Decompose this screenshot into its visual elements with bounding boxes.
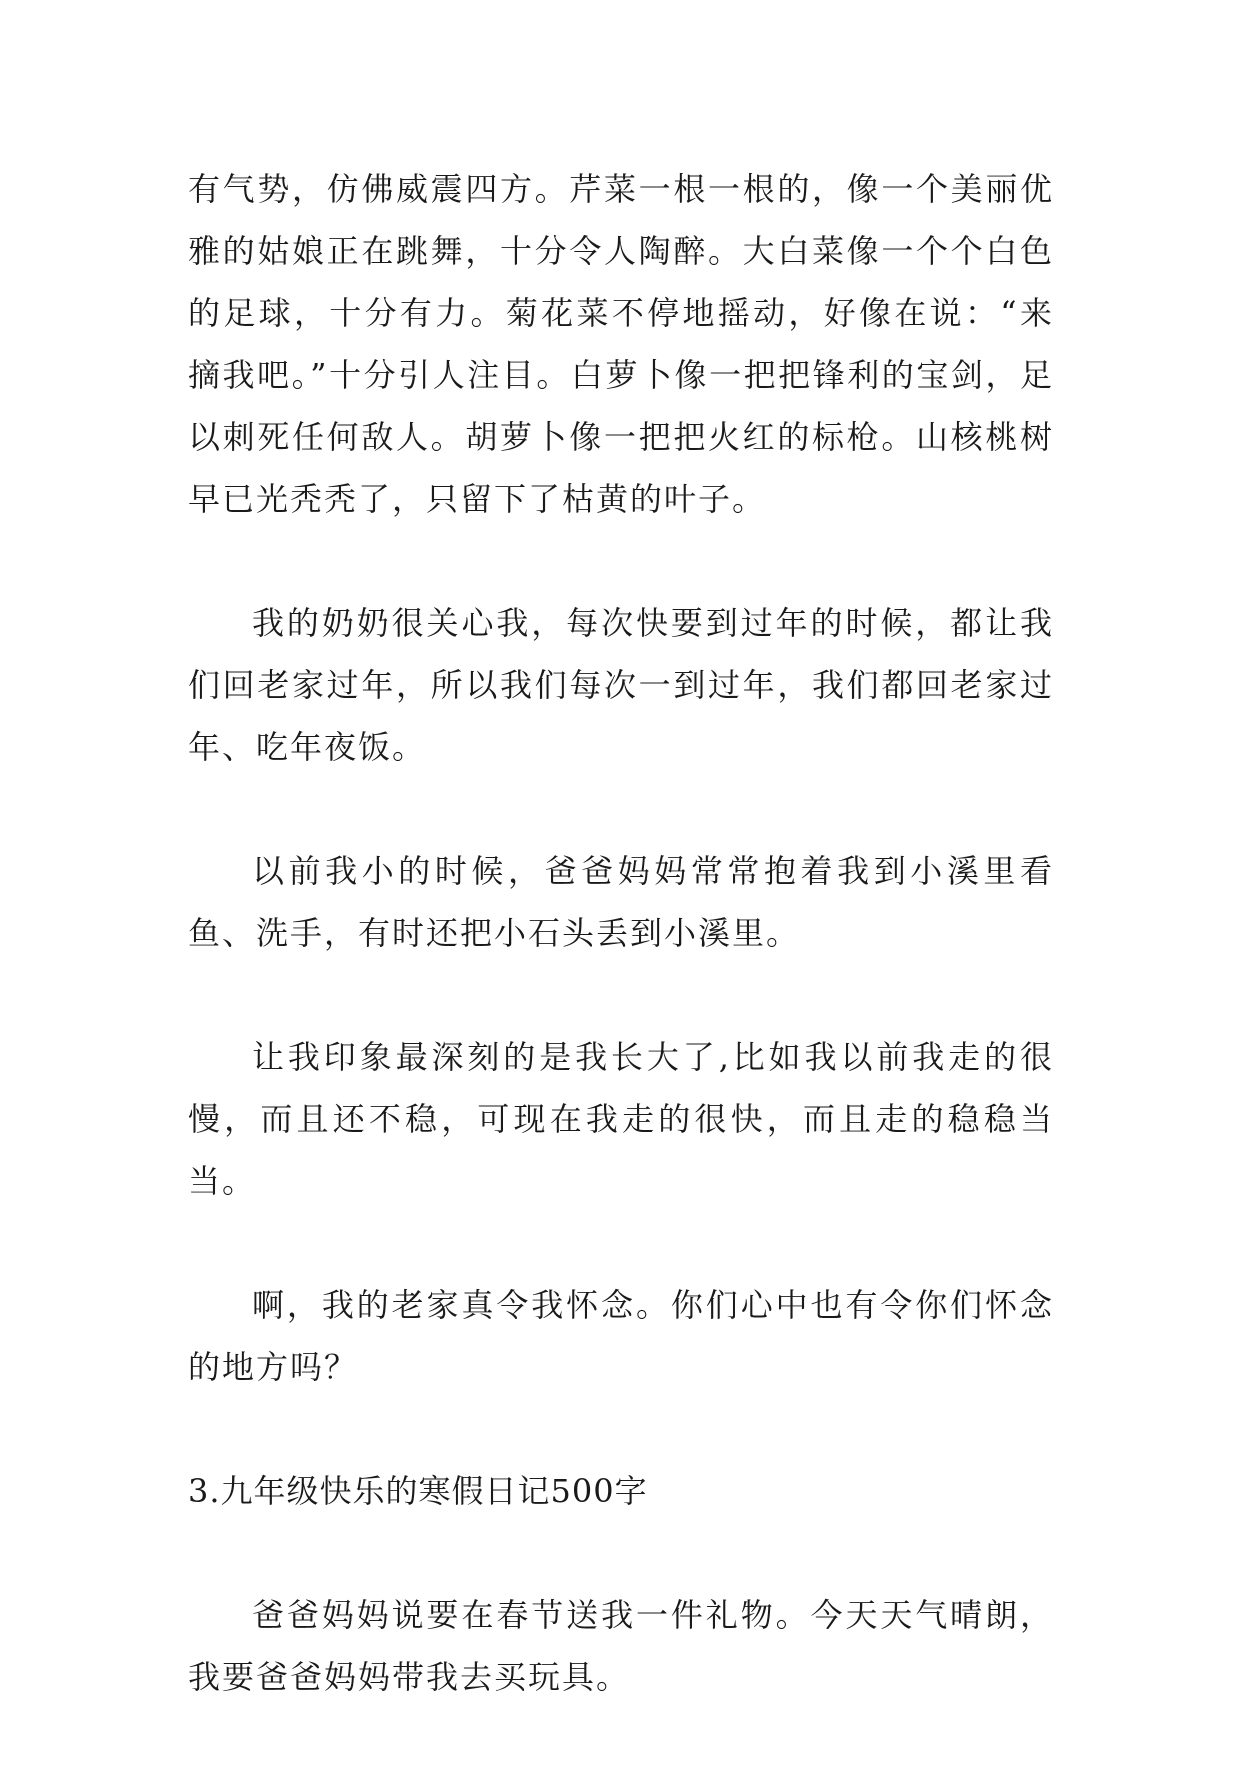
document-body xyxy=(188,158,1054,1770)
paragraph-continued: 有气势，仿佛威震四方。芹菜一根一根的，像一个美丽优雅的姑娘正在跳舞，十分令人陶醉。大白菜像一个个白色的足球，十分有力。菊花菜不停地摇动，好像在说：“来摘我吧。”十分引人注目。白萝卜像一把把锋利的宝剑，足以刺死任何敌人。胡萝卜像一把把火红的标枪。山核桃树早已光秃秃了，只留下了枯黄的叶子。 xyxy=(188,170,1054,518)
paragraph-growing-up: 让我印象最深刻的是我长大了,比如我以前我走的很慢，而且还不稳，可现在我走的很快，而且走的稳稳当当。 xyxy=(188,1038,1054,1200)
paragraph-new-section: 爸爸妈妈说要在春节送我一件礼物。今天天气晴朗，我要爸爸妈妈带我去买玩具。 xyxy=(188,1596,1054,1696)
paragraph-grandma: 我的奶奶很关心我，每次快要到过年的时候，都让我们回老家过年，所以我们每次一到过年，我们都回老家过年、吃年夜饭。 xyxy=(188,604,1054,766)
section-heading: 3.九年级快乐的寒假日记500字 xyxy=(188,1472,648,1510)
paragraph-conclusion: 啊，我的老家真令我怀念。你们心中也有令你们怀念的地方吗？ xyxy=(188,1286,1054,1386)
paragraph-childhood: 以前我小的时候，爸爸妈妈常常抱着我到小溪里看鱼、洗手，有时还把小石头丢到小溪里。 xyxy=(188,852,1054,952)
